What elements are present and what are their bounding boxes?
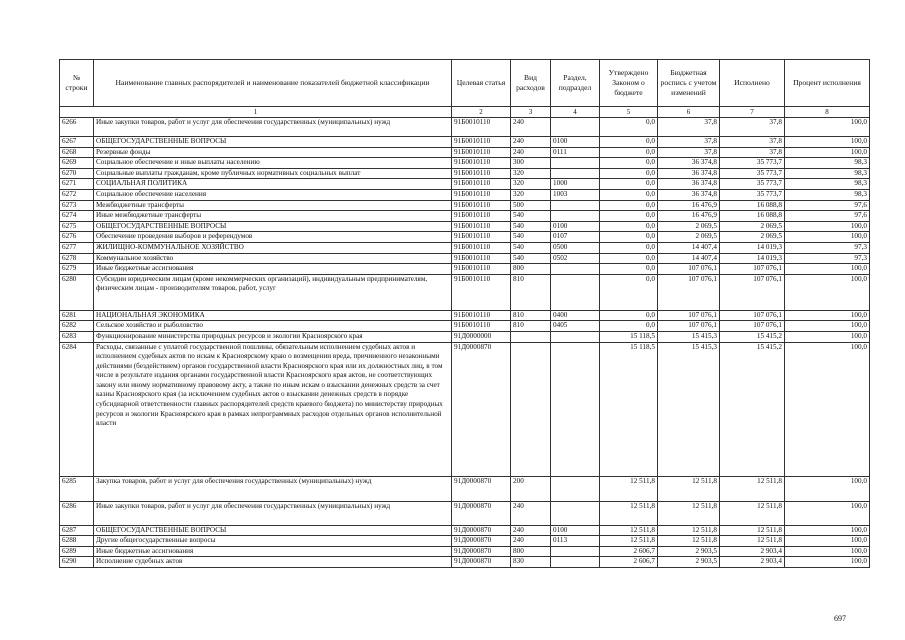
row-number-cell: 6273: [60, 200, 94, 211]
row-name-cell: Коммунальное хозяйство: [94, 253, 452, 264]
budget-schedule-cell: 15 415,3: [658, 342, 720, 476]
row-name-cell: Иные закупки товаров, работ и услуг для обеспечения государственных (муниципальных) нужд: [94, 118, 452, 137]
budget-schedule-cell: 12 511,8: [658, 501, 720, 525]
target-article-cell: 91Б0010110: [452, 200, 511, 211]
executed-cell: 37,8: [720, 137, 785, 148]
executed-cell: 15 415,2: [720, 331, 785, 342]
executed-cell: 16 088,8: [720, 211, 785, 222]
row-name-cell: Иные закупки товаров, работ и услуг для обеспечения государственных (муниципальных) нужд: [94, 501, 452, 525]
section-cell: 1003: [551, 189, 600, 200]
table-row: [60, 158, 870, 169]
budget-schedule-cell: 15 415,3: [658, 331, 720, 342]
approved-cell: 0,0: [600, 211, 658, 222]
row-number-cell: 6288: [60, 536, 94, 547]
percent-cell: 100,0: [785, 137, 870, 148]
row-name-cell: Социальные выплаты гражданам, кроме публичных нормативных социальных выплат: [94, 168, 452, 179]
expense-type-cell: 240: [511, 137, 551, 148]
expense-type-cell: 540: [511, 232, 551, 243]
expense-type-cell: 320: [511, 168, 551, 179]
row-number-cell: 6272: [60, 189, 94, 200]
expense-type-cell: 320: [511, 179, 551, 190]
row-number-cell: 6283: [60, 331, 94, 342]
target-article-cell: 91Б0010110: [452, 274, 511, 310]
percent-cell: 100,0: [785, 118, 870, 137]
section-cell: [551, 342, 600, 476]
expense-type-cell: 240: [511, 118, 551, 137]
approved-cell: 0,0: [600, 321, 658, 332]
header-expense-type: Вид расходов: [511, 60, 551, 107]
section-cell: 0400: [551, 310, 600, 321]
executed-cell: 2 069,5: [720, 232, 785, 243]
executed-cell: 107 076,1: [720, 264, 785, 275]
header-target-article: Целевая статья: [452, 60, 511, 107]
row-number-cell: 6286: [60, 501, 94, 525]
budget-schedule-cell: 37,8: [658, 118, 720, 137]
percent-cell: 97,6: [785, 211, 870, 222]
percent-cell: 97,6: [785, 200, 870, 211]
expense-type-cell: 240: [511, 147, 551, 158]
approved-cell: 0,0: [600, 118, 658, 137]
target-article-cell: 91Б0010110: [452, 232, 511, 243]
section-cell: [551, 211, 600, 222]
table-row: [60, 557, 870, 568]
target-article-cell: 91Б0010110: [452, 179, 511, 190]
percent-cell: 100,0: [785, 536, 870, 547]
approved-cell: 0,0: [600, 274, 658, 310]
column-number-4: 4: [551, 107, 600, 118]
header-row: [60, 60, 870, 107]
target-article-cell: 91Б0010110: [452, 147, 511, 158]
row-number-cell: 6269: [60, 158, 94, 169]
row-name-cell: ЖИЛИЩНО-КОММУНАЛЬНОЕ ХОЗЯЙСТВО: [94, 242, 452, 253]
percent-cell: 100,0: [785, 221, 870, 232]
section-cell: [551, 546, 600, 557]
budget-execution-table: [59, 59, 870, 568]
executed-cell: 14 019,3: [720, 253, 785, 264]
row-name-cell: Расходы, связанные с уплатой государственной пошлины, обязательным исполнением судебных актов и исполнением судебных актов по искам к Красноярскому краю о возмещении вреда, причиненного незаконными действиями (бездействием) органов государственной власти Красноярского края или их должностных лиц, в том числе в результате издания органами государственной власти Красноярского края актов, не соответствующих закону или иному нормативному правовому акту, а также по иным искам о взыскании денежных средств за счет казны Красноярского края (за исключением судебных актов о взыскании денежных средств в порядке субсидиарной ответственности главных распорядителей средств краевого бюджета) по министерству природных ресурсов и экологии Красноярского края в рамках непрограммных расходов отдельных органов исполнительной власти: [94, 342, 452, 476]
target-article-cell: 91Б0010110: [452, 211, 511, 222]
row-number-cell: 6274: [60, 211, 94, 222]
table-row: [60, 536, 870, 547]
percent-cell: 100,0: [785, 331, 870, 342]
budget-schedule-cell: 14 407,4: [658, 253, 720, 264]
section-cell: [551, 264, 600, 275]
approved-cell: 0,0: [600, 310, 658, 321]
approved-cell: 12 511,8: [600, 536, 658, 547]
expense-type-cell: 300: [511, 158, 551, 169]
budget-schedule-cell: 2 069,5: [658, 232, 720, 243]
row-name-cell: Сельское хозяйство и рыболовство: [94, 321, 452, 332]
row-name-cell: ОБЩЕГОСУДАРСТВЕННЫЕ ВОПРОСЫ: [94, 221, 452, 232]
target-article-cell: 91Б0010110: [452, 242, 511, 253]
row-name-cell: Закупка товаров, работ и услуг для обеспечения государственных (муниципальных) нужд: [94, 476, 452, 501]
column-number-8: 8: [785, 107, 870, 118]
target-article-cell: 91Д0000870: [452, 476, 511, 501]
approved-cell: 0,0: [600, 137, 658, 148]
expense-type-cell: 240: [511, 536, 551, 547]
table-row: [60, 232, 870, 243]
column-number-1: 1: [60, 107, 452, 118]
approved-cell: 12 511,8: [600, 476, 658, 501]
table-row: [60, 168, 870, 179]
expense-type-cell: 540: [511, 221, 551, 232]
section-cell: [551, 501, 600, 525]
row-number-cell: 6289: [60, 546, 94, 557]
column-number-6: 6: [658, 107, 720, 118]
approved-cell: 2 606,7: [600, 546, 658, 557]
executed-cell: 35 773,7: [720, 158, 785, 169]
approved-cell: 0,0: [600, 264, 658, 275]
row-number-cell: 6270: [60, 168, 94, 179]
percent-cell: 100,0: [785, 342, 870, 476]
target-article-cell: 91Д0000870: [452, 525, 511, 536]
row-name-cell: Обеспечение проведения выборов и референдумов: [94, 232, 452, 243]
approved-cell: 0,0: [600, 179, 658, 190]
header-approved: Утверждено Законом о бюджете: [600, 60, 658, 107]
section-cell: [551, 118, 600, 137]
target-article-cell: 91Б0010110: [452, 118, 511, 137]
column-number-7: 7: [720, 107, 785, 118]
executed-cell: 2 903,4: [720, 546, 785, 557]
percent-cell: 100,0: [785, 557, 870, 568]
table-row: [60, 476, 870, 501]
budget-schedule-cell: 107 076,1: [658, 310, 720, 321]
row-number-cell: 6277: [60, 242, 94, 253]
expense-type-cell: 800: [511, 546, 551, 557]
budget-schedule-cell: 36 374,8: [658, 179, 720, 190]
executed-cell: 37,8: [720, 118, 785, 137]
row-name-cell: НАЦИОНАЛЬНАЯ ЭКОНОМИКА: [94, 310, 452, 321]
row-number-cell: 6266: [60, 118, 94, 137]
section-cell: 0100: [551, 137, 600, 148]
row-name-cell: СОЦИАЛЬНАЯ ПОЛИТИКА: [94, 179, 452, 190]
row-name-cell: Другие общегосударственные вопросы: [94, 536, 452, 547]
executed-cell: 12 511,8: [720, 525, 785, 536]
table-row: [60, 221, 870, 232]
target-article-cell: 91Б0010110: [452, 189, 511, 200]
percent-cell: 100,0: [785, 501, 870, 525]
approved-cell: 2 606,7: [600, 557, 658, 568]
target-article-cell: 91Д0000870: [452, 546, 511, 557]
table-row: [60, 118, 870, 137]
target-article-cell: 91Б0010110: [452, 253, 511, 264]
approved-cell: 12 511,8: [600, 525, 658, 536]
executed-cell: 2 903,4: [720, 557, 785, 568]
approved-cell: 0,0: [600, 168, 658, 179]
executed-cell: 107 076,1: [720, 321, 785, 332]
budget-schedule-cell: 14 407,4: [658, 242, 720, 253]
percent-cell: 100,0: [785, 264, 870, 275]
row-number-cell: 6276: [60, 232, 94, 243]
expense-type-cell: 540: [511, 253, 551, 264]
row-name-cell: Иные межбюджетные трансферты: [94, 211, 452, 222]
row-number-cell: 6268: [60, 147, 94, 158]
executed-cell: 12 511,8: [720, 476, 785, 501]
table-row: [60, 525, 870, 536]
approved-cell: 15 118,5: [600, 331, 658, 342]
expense-type-cell: 800: [511, 264, 551, 275]
section-cell: [551, 274, 600, 310]
row-name-cell: ОБЩЕГОСУДАРСТВЕННЫЕ ВОПРОСЫ: [94, 525, 452, 536]
row-number-cell: 6284: [60, 342, 94, 476]
expense-type-cell: 810: [511, 274, 551, 310]
table-row: [60, 310, 870, 321]
approved-cell: 0,0: [600, 147, 658, 158]
column-number-2: 2: [452, 107, 511, 118]
row-number-cell: 6290: [60, 557, 94, 568]
budget-schedule-cell: 12 511,8: [658, 536, 720, 547]
expense-type-cell: 500: [511, 200, 551, 211]
budget-schedule-cell: 2 903,5: [658, 546, 720, 557]
header-row-number: № строки: [60, 60, 94, 107]
row-name-cell: Функционирование министерства природных ресурсов и экологии Красноярского края: [94, 331, 452, 342]
target-article-cell: 91Б0010110: [452, 310, 511, 321]
section-cell: 0500: [551, 242, 600, 253]
budget-schedule-cell: 12 511,8: [658, 476, 720, 501]
percent-cell: 100,0: [785, 232, 870, 243]
target-article-cell: 91Д0000870: [452, 557, 511, 568]
table-row: [60, 321, 870, 332]
approved-cell: 15 118,5: [600, 342, 658, 476]
budget-schedule-cell: 37,8: [658, 137, 720, 148]
table-row: [60, 274, 870, 310]
approved-cell: 0,0: [600, 232, 658, 243]
executed-cell: 35 773,7: [720, 168, 785, 179]
expense-type-cell: [511, 331, 551, 342]
section-cell: 0502: [551, 253, 600, 264]
percent-cell: 100,0: [785, 476, 870, 501]
row-number-cell: 6278: [60, 253, 94, 264]
executed-cell: 12 511,8: [720, 536, 785, 547]
percent-cell: 97,3: [785, 253, 870, 264]
budget-schedule-cell: 107 076,1: [658, 274, 720, 310]
column-number-5: 5: [600, 107, 658, 118]
budget-schedule-cell: 37,8: [658, 147, 720, 158]
row-number-cell: 6287: [60, 525, 94, 536]
section-cell: 0405: [551, 321, 600, 332]
percent-cell: 100,0: [785, 321, 870, 332]
table-row: [60, 189, 870, 200]
table-row: [60, 137, 870, 148]
table-row: [60, 501, 870, 525]
percent-cell: 98,3: [785, 189, 870, 200]
row-name-cell: Исполнение судебных актов: [94, 557, 452, 568]
budget-schedule-cell: 12 511,8: [658, 525, 720, 536]
target-article-cell: 91Б0010110: [452, 264, 511, 275]
table-row: [60, 331, 870, 342]
executed-cell: 37,8: [720, 147, 785, 158]
table-row: [60, 179, 870, 190]
section-cell: [551, 476, 600, 501]
executed-cell: 16 088,8: [720, 200, 785, 211]
budget-schedule-cell: 16 476,9: [658, 200, 720, 211]
section-cell: [551, 158, 600, 169]
percent-cell: 98,3: [785, 168, 870, 179]
row-number-cell: 6281: [60, 310, 94, 321]
percent-cell: 97,3: [785, 242, 870, 253]
budget-schedule-cell: 36 374,8: [658, 168, 720, 179]
budget-schedule-cell: 16 476,9: [658, 211, 720, 222]
section-cell: 0100: [551, 525, 600, 536]
executed-cell: 14 019,3: [720, 242, 785, 253]
approved-cell: 0,0: [600, 221, 658, 232]
percent-cell: 98,3: [785, 179, 870, 190]
section-cell: 0100: [551, 221, 600, 232]
row-name-cell: Субсидии юридическим лицам (кроме некоммерческих организаций), индивидуальным предпринимателям, физическим лицам - производителям товаров, работ, услуг: [94, 274, 452, 310]
expense-type-cell: [511, 342, 551, 476]
executed-cell: 35 773,7: [720, 179, 785, 190]
target-article-cell: 91Б0010110: [452, 321, 511, 332]
row-name-cell: Иные бюджетные ассигнования: [94, 546, 452, 557]
row-number-cell: 6282: [60, 321, 94, 332]
executed-cell: 2 069,5: [720, 221, 785, 232]
target-article-cell: 91Д0000870: [452, 536, 511, 547]
target-article-cell: 91Д0000870: [452, 501, 511, 525]
approved-cell: 0,0: [600, 253, 658, 264]
section-cell: [551, 200, 600, 211]
table-row: [60, 253, 870, 264]
column-number-3: 3: [511, 107, 551, 118]
header-budget-schedule: Бюджетная роспись с учетом изменений: [658, 60, 720, 107]
row-name-cell: Иные бюджетные ассигнования: [94, 264, 452, 275]
section-cell: 0111: [551, 147, 600, 158]
row-name-cell: ОБЩЕГОСУДАРСТВЕННЫЕ ВОПРОСЫ: [94, 137, 452, 148]
expense-type-cell: 540: [511, 211, 551, 222]
executed-cell: 35 773,7: [720, 189, 785, 200]
page-number: 697: [834, 614, 846, 623]
target-article-cell: 91Д0000000: [452, 331, 511, 342]
percent-cell: 98,3: [785, 158, 870, 169]
table-row: [60, 200, 870, 211]
approved-cell: 0,0: [600, 189, 658, 200]
approved-cell: 12 511,8: [600, 501, 658, 525]
executed-cell: 107 076,1: [720, 310, 785, 321]
header-section: Раздел, подраздел: [551, 60, 600, 107]
header-executed: Исполнено: [720, 60, 785, 107]
percent-cell: 100,0: [785, 274, 870, 310]
executed-cell: 15 415,2: [720, 342, 785, 476]
expense-type-cell: 830: [511, 557, 551, 568]
row-name-cell: Социальное обеспечение и иные выплаты населению: [94, 158, 452, 169]
target-article-cell: 91Б0010110: [452, 221, 511, 232]
budget-schedule-cell: 2 069,5: [658, 221, 720, 232]
header-name: Наименование главных распорядителей и наименование показателей бюджетной классификации: [94, 60, 452, 107]
section-cell: 1000: [551, 179, 600, 190]
budget-schedule-cell: 36 374,8: [658, 158, 720, 169]
row-number-cell: 6280: [60, 274, 94, 310]
budget-schedule-cell: 2 903,5: [658, 557, 720, 568]
row-name-cell: Социальное обеспечение населения: [94, 189, 452, 200]
target-article-cell: 91Б0010110: [452, 158, 511, 169]
expense-type-cell: 540: [511, 242, 551, 253]
executed-cell: 12 511,8: [720, 501, 785, 525]
table-row: [60, 147, 870, 158]
section-cell: 0113: [551, 536, 600, 547]
target-article-cell: 91Б0010110: [452, 168, 511, 179]
budget-schedule-cell: 107 076,1: [658, 321, 720, 332]
expense-type-cell: 320: [511, 189, 551, 200]
row-number-cell: 6285: [60, 476, 94, 501]
percent-cell: 100,0: [785, 546, 870, 557]
target-article-cell: 91Д0000870: [452, 342, 511, 476]
table-row: [60, 342, 870, 476]
header-percent: Процент исполнения: [785, 60, 870, 107]
table-row: [60, 546, 870, 557]
expense-type-cell: 240: [511, 525, 551, 536]
row-name-cell: Резервные фонды: [94, 147, 452, 158]
percent-cell: 100,0: [785, 310, 870, 321]
row-number-cell: 6275: [60, 221, 94, 232]
section-cell: [551, 168, 600, 179]
budget-schedule-cell: 36 374,8: [658, 189, 720, 200]
section-cell: [551, 331, 600, 342]
row-number-cell: 6279: [60, 264, 94, 275]
percent-cell: 100,0: [785, 525, 870, 536]
approved-cell: 0,0: [600, 200, 658, 211]
table-row: [60, 211, 870, 222]
table-body: [60, 118, 870, 568]
target-article-cell: 91Б0010110: [452, 137, 511, 148]
section-cell: 0107: [551, 232, 600, 243]
table-row: [60, 242, 870, 253]
expense-type-cell: 240: [511, 501, 551, 525]
percent-cell: 100,0: [785, 147, 870, 158]
row-name-cell: Межбюджетные трансферты: [94, 200, 452, 211]
approved-cell: 0,0: [600, 242, 658, 253]
expense-type-cell: 200: [511, 476, 551, 501]
section-cell: [551, 557, 600, 568]
row-number-cell: 6271: [60, 179, 94, 190]
row-number-cell: 6267: [60, 137, 94, 148]
budget-schedule-cell: 107 076,1: [658, 264, 720, 275]
expense-type-cell: 810: [511, 310, 551, 321]
column-number-row: [60, 107, 870, 118]
approved-cell: 0,0: [600, 158, 658, 169]
table-row: [60, 264, 870, 275]
expense-type-cell: 810: [511, 321, 551, 332]
executed-cell: 107 076,1: [720, 274, 785, 310]
